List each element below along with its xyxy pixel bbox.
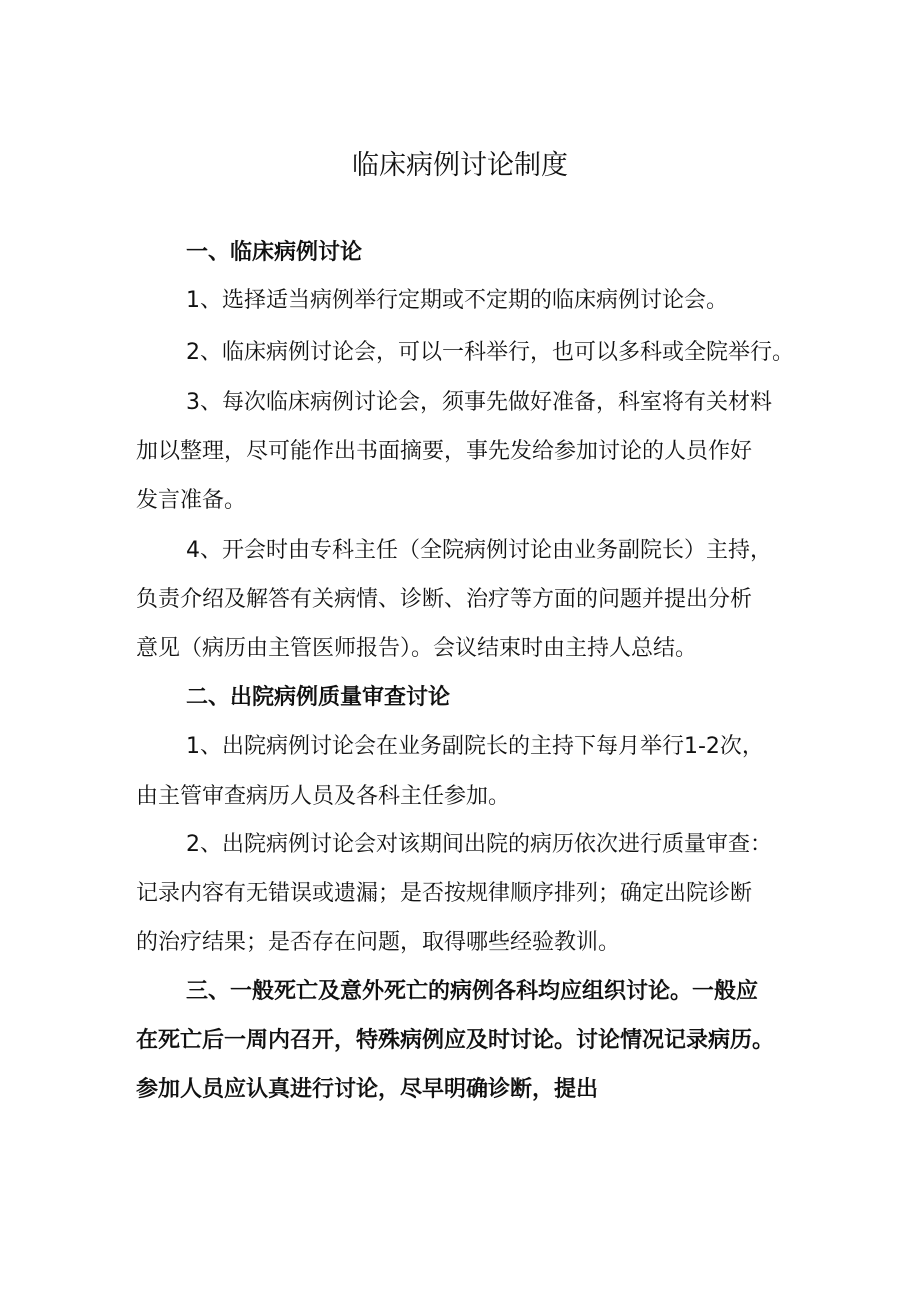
paragraph-line: 记录内容有无错误或遗漏；是否按规律顺序排列；确定出院诊断	[136, 881, 753, 906]
section-heading-3: 三、一般死亡及意外死亡的病例各科均应组织讨论。一般应	[186, 979, 759, 1004]
paragraph-line: 4、开会时由专科主任（全院病例讨论由业务副院长）主持，	[186, 538, 772, 563]
paragraph-line: 在死亡后一周内召开，特殊病例应及时讨论。讨论情况记录病历。	[136, 1028, 775, 1053]
paragraph-line: 2、临床病例讨论会，可以一科举行，也可以多科或全院举行。	[186, 340, 794, 365]
paragraph-line: 3、每次临床病例讨论会，须事先做好准备，科室将有关材料	[186, 390, 772, 415]
paragraph-line: 的治疗结果；是否存在问题，取得哪些经验教训。	[136, 930, 621, 955]
paragraph-line: 1、选择适当病例举行定期或不定期的临床病例讨论会。	[186, 288, 728, 313]
section-heading-2: 二、出院病例质量审查讨论	[186, 685, 451, 710]
paragraph-line: 由主管审查病历人员及各科主任参加。	[136, 784, 511, 809]
section-heading-1: 一、临床病例讨论	[186, 240, 363, 265]
paragraph-line: 加以整理，尽可能作出书面摘要，事先发给参加讨论的人员作好	[136, 439, 753, 464]
paragraph-line: 2、出院病例讨论会对该期间出院的病历依次进行质量审查：	[186, 832, 772, 857]
document-title: 临床病例讨论制度	[352, 150, 568, 181]
paragraph-line: 1、出院病例讨论会在业务副院长的主持下每月举行1-2次，	[186, 734, 764, 759]
paragraph-line: 发言准备。	[136, 488, 247, 513]
paragraph-line: 意见（病历由主管医师报告）。会议结束时由主持人总结。	[136, 636, 698, 661]
paragraph-line: 负责介绍及解答有关病情、诊断、治疗等方面的问题并提出分析	[136, 587, 753, 612]
paragraph-line: 参加人员应认真进行讨论，尽早明确诊断，提出	[136, 1077, 599, 1102]
